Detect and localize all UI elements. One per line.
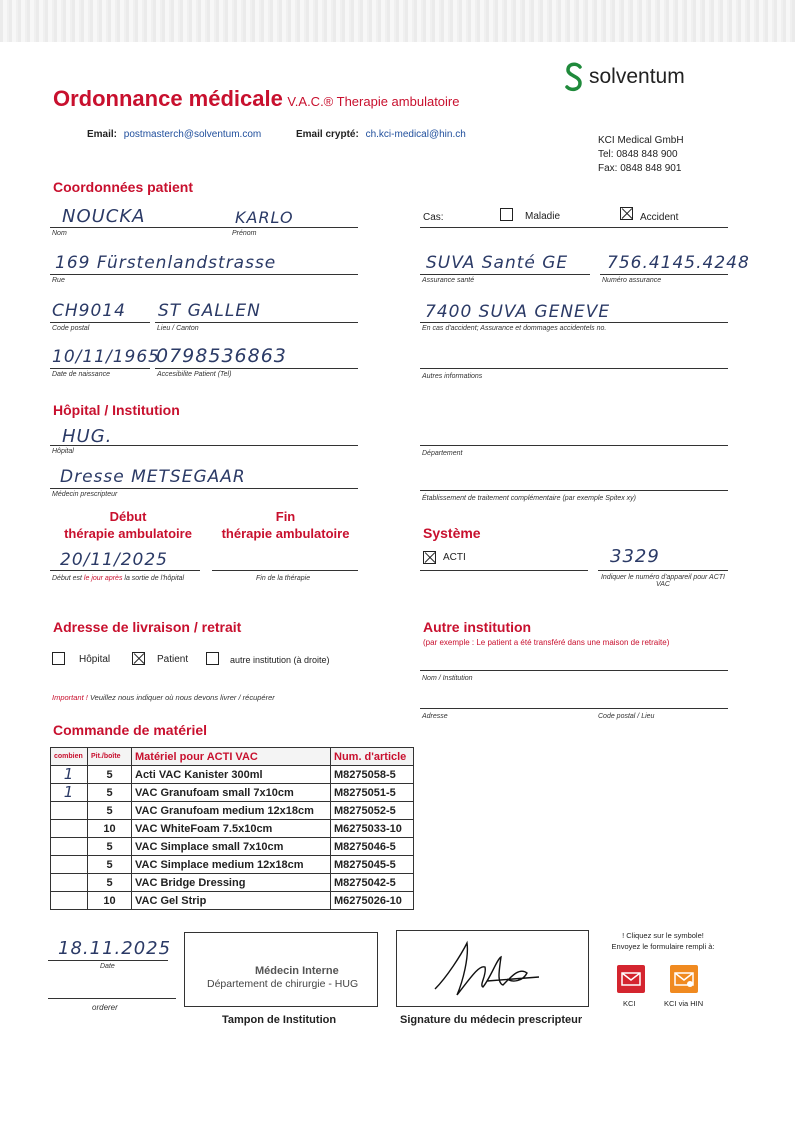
title-sub: V.A.C.® Therapie ambulatoire	[287, 94, 460, 109]
box-cell: 5	[88, 838, 132, 856]
email-label: Email:	[87, 129, 118, 140]
brand-name: solventum	[589, 65, 685, 88]
item-cell: VAC Granufoam small 7x10cm	[132, 784, 331, 802]
table-row	[51, 856, 414, 874]
qty-cell[interactable]	[51, 820, 88, 838]
article-cell: M8275042-5	[331, 874, 414, 892]
autre-inst-heading: Autre institution	[423, 619, 532, 635]
email-crypt-link[interactable]: ch.kci-medical@hin.ch	[365, 129, 466, 140]
page-title	[53, 86, 460, 112]
scan-artifact	[0, 0, 795, 42]
departement-label: Département	[422, 450, 463, 457]
hopital-label: Hôpital	[52, 448, 74, 455]
patient-lieu[interactable]: ST GALLEN	[158, 301, 261, 321]
debut-value[interactable]: 20/11/2025	[60, 550, 168, 570]
lieu-label: Lieu / Canton	[157, 325, 199, 332]
box-cell: 5	[88, 766, 132, 784]
naissance-label: Date de naissance	[52, 371, 110, 378]
table-row	[51, 838, 414, 856]
kci-email-button[interactable]	[617, 965, 645, 993]
fin-heading: Fin thérapie ambulatoire	[221, 509, 350, 541]
assurance-accident[interactable]: 7400 SUVA GENEVE	[425, 302, 611, 322]
patient-prenom[interactable]: KARLO	[235, 208, 294, 227]
patient-naissance[interactable]: 10/11/1965	[52, 347, 160, 367]
debut-caption: Début est le jour après la sortie de l'hôpital	[52, 575, 185, 582]
brand-logo	[563, 62, 685, 92]
item-cell: VAC Granufoam medium 12x18cm	[132, 802, 331, 820]
table-row	[51, 784, 414, 802]
signature-label: Signature du médecin prescripteur	[400, 1014, 583, 1026]
assurance-numero-label: Numéro assurance	[602, 277, 662, 284]
assurance-accident-label: En cas d'accident; Assurance et dommages accidentels no.	[422, 325, 607, 332]
commande-heading: Commande de matériel	[53, 722, 208, 738]
qty-cell[interactable]	[51, 802, 88, 820]
patient-tel[interactable]: 0798536863	[156, 345, 287, 367]
contact-row	[87, 129, 261, 140]
qty-cell[interactable]	[51, 856, 88, 874]
patient-rue[interactable]: 169 Fürstenlandstrasse	[55, 253, 277, 273]
item-cell: VAC Gel Strip	[132, 892, 331, 910]
stamp-box	[184, 932, 378, 1007]
col-combien: combien	[51, 748, 88, 766]
email-link[interactable]: postmasterch@solventum.com	[123, 129, 262, 140]
acti-checkbox[interactable]	[423, 551, 436, 564]
box-cell: 10	[88, 820, 132, 838]
assurance-sante-label: Assurance santé	[422, 277, 475, 284]
hopital-heading: Hôpital / Institution	[53, 402, 180, 418]
col-pit-boite: Pit./boîte	[88, 748, 132, 766]
device-number-caption: Indiquer le numéro d'appareil pour ACTI VAC	[600, 574, 726, 588]
item-cell: VAC Simplace small 7x10cm	[132, 838, 331, 856]
livraison-heading: Adresse de livraison / retrait	[53, 619, 242, 635]
article-cell: M8275045-5	[331, 856, 414, 874]
box-cell: 5	[88, 802, 132, 820]
company-block	[598, 134, 684, 176]
table-header-row	[51, 748, 414, 766]
qty-cell[interactable]	[51, 838, 88, 856]
qty-cell[interactable]	[51, 874, 88, 892]
patient-nom[interactable]: NOUCKA	[62, 206, 146, 227]
table-row	[51, 874, 414, 892]
livraison-autre-checkbox[interactable]	[206, 652, 219, 665]
nom-label: Nom	[52, 230, 67, 237]
footer-date[interactable]: 18.11.2025	[58, 938, 172, 959]
patient-heading: Coordonnées patient	[53, 179, 194, 195]
autre-inst-sub: (par exemple : Le patient a été transféré dans une maison de retraite)	[423, 638, 670, 647]
tampon-label: Tampon de Institution	[222, 1014, 337, 1026]
col-materiel: Matériel pour ACTI VAC	[132, 748, 331, 766]
article-cell: M8275046-5	[331, 838, 414, 856]
article-cell: M8275052-5	[331, 802, 414, 820]
date-label: Date	[100, 963, 115, 970]
rue-label: Rue	[52, 277, 65, 284]
code-label: Code postal	[52, 325, 90, 332]
table-row	[51, 802, 414, 820]
autre-nom-label: Nom / Institution	[422, 675, 473, 682]
envelope-key-icon	[670, 965, 698, 993]
tel-label: Accesibilite Patient (Tel)	[157, 371, 232, 378]
fin-caption: Fin de la thérapie	[256, 575, 311, 582]
autres-label: Autres informations	[422, 373, 483, 380]
prenom-label: Prénom	[232, 230, 257, 237]
box-cell: 10	[88, 892, 132, 910]
envelope-icon	[617, 965, 645, 993]
patient-code[interactable]: CH9014	[52, 301, 126, 321]
email-crypt-label: Email crypté:	[296, 129, 359, 140]
autre-code-label: Code postal / Lieu	[598, 713, 655, 720]
material-table	[50, 747, 414, 910]
debut-heading: Début thérapie ambulatoire	[64, 509, 192, 541]
device-number[interactable]: 3329	[610, 546, 660, 567]
solventum-logo-icon	[563, 62, 585, 92]
livraison-hopital-label: Hôpital	[79, 654, 111, 665]
orderer-label: orderer	[92, 1003, 118, 1012]
etab-label: Établissement de traitement complémentaire (par exemple Spitex xy)	[422, 495, 636, 502]
medecin-value[interactable]: Dresse METSEGAAR	[60, 467, 246, 487]
box-cell: 5	[88, 784, 132, 802]
col-article: Num. d'article	[331, 748, 414, 766]
article-cell: M8275058-5	[331, 766, 414, 784]
assurance-numero[interactable]: 756.4145.4248	[607, 253, 750, 273]
assurance-sante[interactable]: SUVA Santé GE	[426, 253, 569, 273]
box-cell: 5	[88, 856, 132, 874]
kci-hin-email-button[interactable]	[670, 965, 698, 993]
table-row	[51, 820, 414, 838]
qty-cell[interactable]	[51, 892, 88, 910]
accident-checkbox[interactable]	[620, 207, 633, 220]
livraison-hopital-checkbox[interactable]	[52, 652, 65, 665]
autre-adresse-label: Adresse	[422, 713, 448, 720]
signature-image	[427, 937, 547, 1002]
hopital-value[interactable]: HUG.	[62, 426, 113, 447]
acti-label: ACTI	[443, 552, 466, 563]
signature-box	[396, 930, 589, 1007]
medecin-label: Médecin prescripteur	[52, 491, 118, 498]
accident-label: Accident	[640, 212, 679, 223]
qty-cell[interactable]: 1	[51, 784, 88, 802]
item-cell: VAC Simplace medium 12x18cm	[132, 856, 331, 874]
livraison-patient-label: Patient	[157, 654, 189, 665]
article-cell: M6275033-10	[331, 820, 414, 838]
stamp-line1: Médecin Interne	[255, 965, 339, 977]
title-main: Ordonnance médicale	[53, 86, 283, 111]
systeme-heading: Système	[423, 525, 481, 541]
maladie-label: Maladie	[525, 211, 561, 222]
important-note: Important ! Veuillez nous indiquer où nous devons livrer / récupérer	[52, 693, 275, 702]
item-cell: Acti VAC Kanister 300ml	[132, 766, 331, 784]
qty-cell[interactable]: 1	[51, 766, 88, 784]
table-row	[51, 766, 414, 784]
table-row	[51, 892, 414, 910]
company-fax: Fax: 0848 848 901	[598, 163, 682, 174]
kci-hin-label: KCI via HIN	[664, 999, 704, 1008]
company-name: KCI Medical GmbH	[598, 135, 684, 146]
contact-crypt-row	[296, 129, 466, 140]
cliquez-text: ! Cliquez sur le symbole! Envoyez le formulaire rempli à:	[611, 931, 715, 951]
article-cell: M6275026-10	[331, 892, 414, 910]
kci-label: KCI	[623, 999, 636, 1008]
item-cell: VAC WhiteFoam 7.5x10cm	[132, 820, 331, 838]
cas-label: Cas:	[423, 212, 444, 223]
article-cell: M8275051-5	[331, 784, 414, 802]
stamp-line2: Département de chirurgie - HUG	[207, 978, 359, 990]
company-tel: Tel: 0848 848 900	[598, 149, 678, 160]
maladie-checkbox[interactable]	[500, 208, 513, 221]
box-cell: 5	[88, 874, 132, 892]
livraison-autre-label: autre institution (à droite)	[230, 655, 330, 665]
item-cell: VAC Bridge Dressing	[132, 874, 331, 892]
livraison-patient-checkbox[interactable]	[132, 652, 145, 665]
